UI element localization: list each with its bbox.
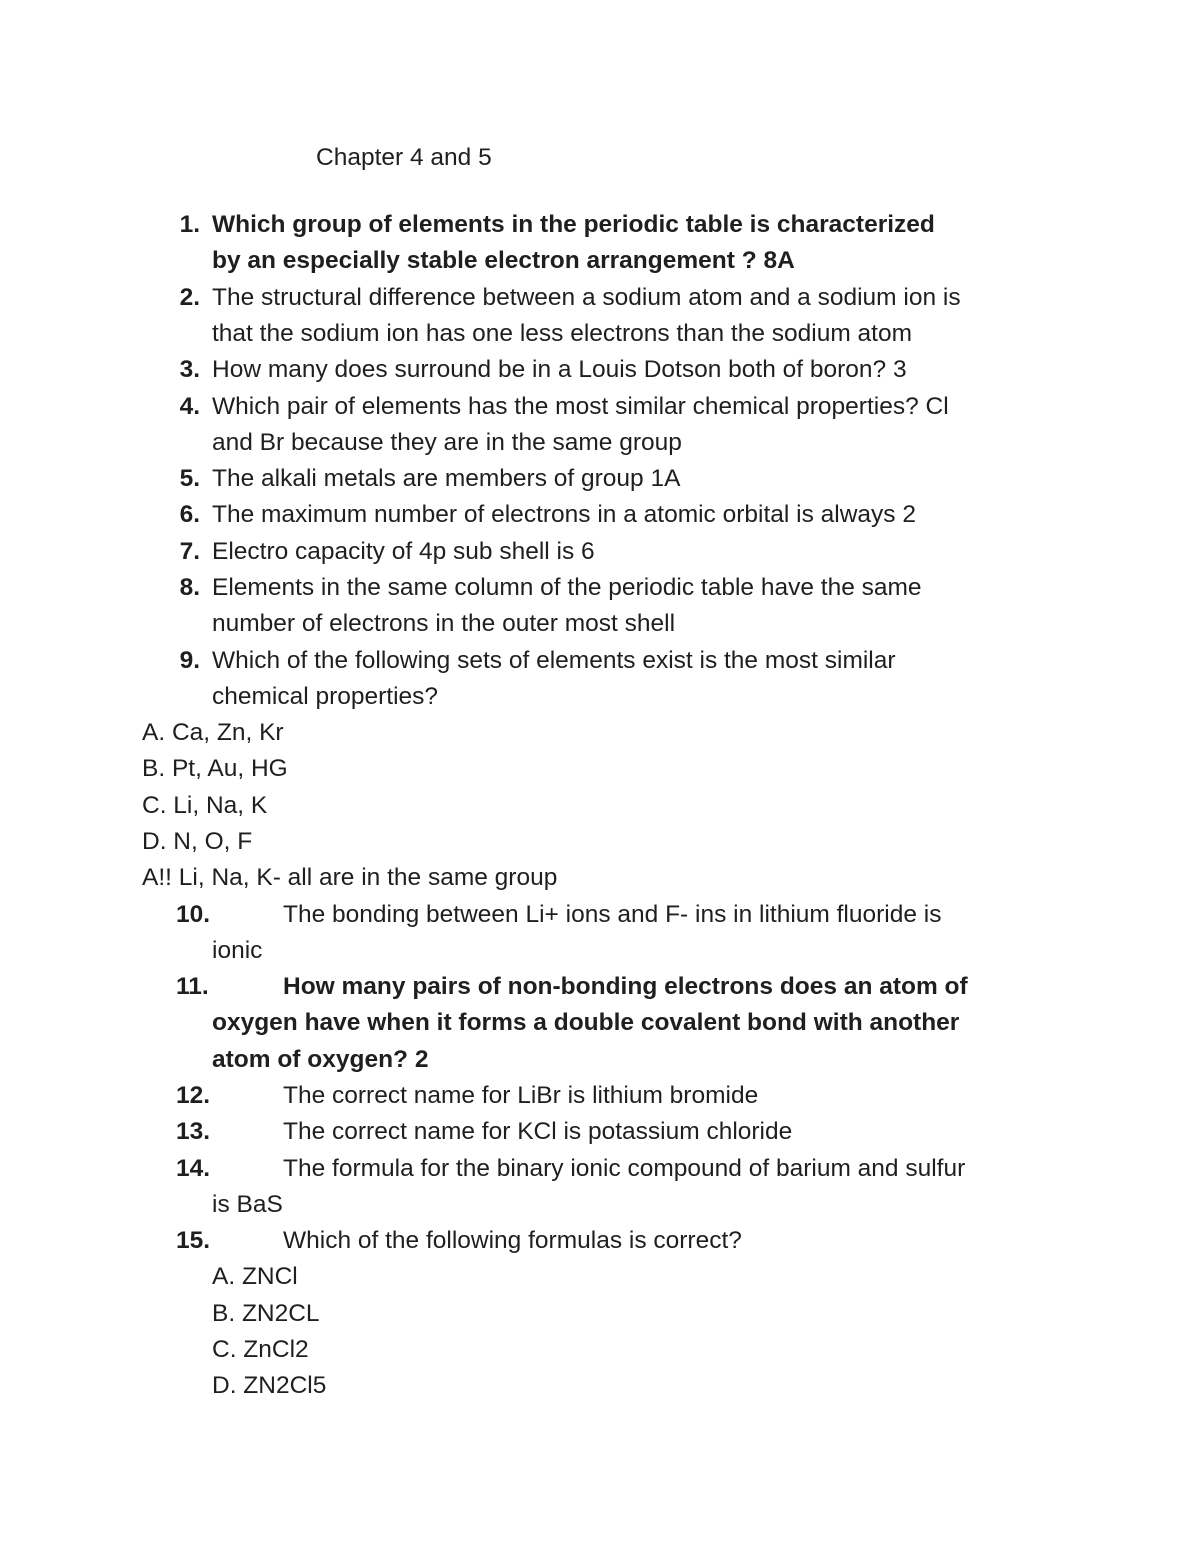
item-number: 13. xyxy=(176,1118,211,1145)
question-text: The maximum number of electrons in a atomic orbital is always 2 xyxy=(212,501,916,528)
question-text: Which of the following formulas is correct? xyxy=(283,1227,742,1254)
question-text: is BaS xyxy=(212,1191,283,1218)
item-number: 3. xyxy=(179,356,200,383)
page-title: Chapter 4 and 5 xyxy=(316,144,492,171)
item-number: 6. xyxy=(179,501,200,528)
question-text: chemical properties? xyxy=(212,683,439,710)
item-number: 12. xyxy=(176,1082,211,1109)
question-text: How many pairs of non-bonding electrons does an atom of xyxy=(283,973,968,1000)
item-number: 1. xyxy=(179,211,200,238)
question-text: The correct name for LiBr is lithium bromide xyxy=(283,1082,759,1109)
question-text: The correct name for KCl is potassium chloride xyxy=(283,1118,793,1145)
question-text: that the sodium ion has one less electrons than the sodium atom xyxy=(212,320,913,347)
item-number: 10. xyxy=(176,901,211,928)
question-text: The bonding between Li+ ions and F- ins in lithium fluoride is xyxy=(283,901,942,928)
item-number: 7. xyxy=(179,538,200,565)
item-number: 9. xyxy=(179,647,200,674)
item-number: 15. xyxy=(176,1227,211,1254)
question-text: Which of the following sets of elements exist is the most similar xyxy=(212,647,896,674)
question-text: atom of oxygen? 2 xyxy=(212,1046,429,1073)
question-text: The alkali metals are members of group 1A xyxy=(212,465,681,492)
item-number: 4. xyxy=(179,393,200,420)
question-text: The formula for the binary ionic compound of barium and sulfur xyxy=(283,1155,966,1182)
question-text: ionic xyxy=(212,937,263,964)
question-text: by an especially stable electron arrangement ? 8A xyxy=(212,247,795,274)
question-text: oxygen have when it forms a double covalent bond with another xyxy=(212,1009,960,1036)
question-text: number of electrons in the outer most shell xyxy=(212,610,676,637)
question-text: Which pair of elements has the most similar chemical properties? Cl xyxy=(212,393,949,420)
item-number: 2. xyxy=(179,284,200,311)
question-text: Which group of elements in the periodic table is characterized xyxy=(212,211,935,238)
answer-note: A!! Li, Na, K- all are in the same group xyxy=(142,864,558,891)
answer-option: B. ZN2CL xyxy=(212,1300,320,1327)
answer-option: D. N, O, F xyxy=(142,828,253,855)
question-text: Electro capacity of 4p sub shell is 6 xyxy=(212,538,595,565)
answer-option: A. Ca, Zn, Kr xyxy=(142,719,284,746)
item-number: 11. xyxy=(176,973,209,1000)
answer-option: D. ZN2Cl5 xyxy=(212,1372,327,1399)
question-text: How many does surround be in a Louis Dotson both of boron? 3 xyxy=(212,356,907,383)
answer-option: C. Li, Na, K xyxy=(142,792,268,819)
question-text: and Br because they are in the same group xyxy=(212,429,682,456)
question-text: The structural difference between a sodium atom and a sodium ion is xyxy=(212,284,961,311)
answer-option: B. Pt, Au, HG xyxy=(142,755,288,782)
answer-option: C. ZnCl2 xyxy=(212,1336,309,1363)
question-text: Elements in the same column of the periodic table have the same xyxy=(212,574,922,601)
answer-option: A. ZNCl xyxy=(212,1263,298,1290)
item-number: 5. xyxy=(179,465,200,492)
item-number: 14. xyxy=(176,1155,211,1182)
item-number: 8. xyxy=(179,574,200,601)
